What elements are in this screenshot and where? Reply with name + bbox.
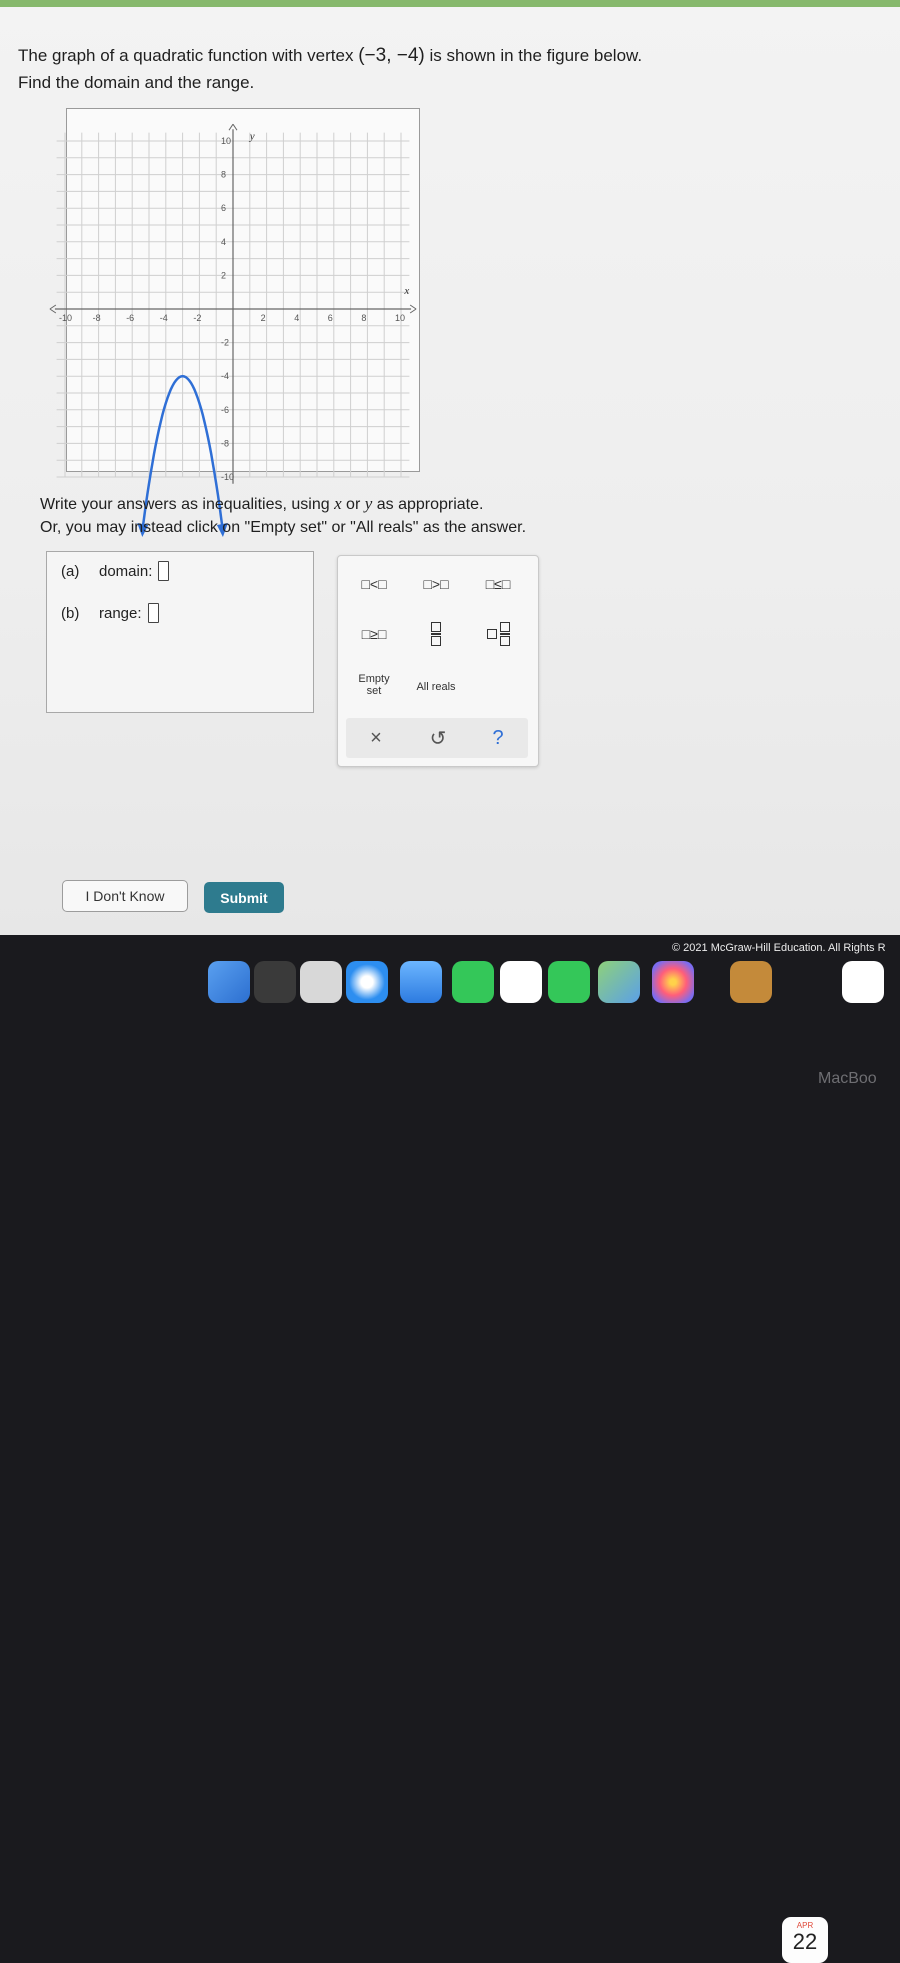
laptop-brand-label: MacBoo — [818, 1070, 877, 1087]
top-accent-bar — [0, 0, 900, 7]
y-tick-label: 2 — [221, 270, 227, 281]
palette-footer — [346, 718, 528, 758]
y-axis-label: y — [249, 130, 255, 143]
question-line1-suffix: is shown in the figure below. — [424, 46, 643, 65]
x-tick-label: 2 — [260, 313, 266, 323]
instructions-var-x: x — [334, 494, 342, 513]
x-tick-label: 8 — [361, 313, 367, 323]
instructions-text — [40, 492, 740, 539]
greater-than-button[interactable]: □>□ — [423, 576, 449, 592]
empty-set-button[interactable] — [346, 670, 402, 700]
parabola-graph — [59, 109, 419, 482]
x-tick-label: 10 — [395, 313, 406, 323]
range-input[interactable] — [148, 603, 159, 623]
less-than-button[interactable]: □<□ — [361, 576, 387, 592]
calendar-month: APR — [796, 1921, 814, 1930]
submit-button[interactable]: Submit — [204, 882, 284, 913]
question-text — [18, 42, 878, 96]
mixed-number-whole-icon — [487, 629, 497, 639]
all-reals-button[interactable]: All reals — [416, 681, 456, 693]
domain-input[interactable] — [158, 561, 169, 581]
x-axis-label: x — [404, 284, 410, 297]
x-tick-label: 6 — [327, 313, 333, 323]
y-tick-label: -10 — [221, 472, 235, 482]
y-tick-label: 6 — [221, 203, 227, 214]
copyright-text: © 2021 McGraw-Hill Education. All Rights R — [672, 942, 886, 954]
notes-icon[interactable] — [500, 961, 542, 1003]
question-vertex: (−3, −4) — [358, 45, 425, 66]
y-tick-label: 10 — [221, 136, 232, 146]
dont-know-button[interactable]: I Don't Know — [62, 880, 188, 912]
question-line1-prefix: The graph of a quadratic function with vertex — [18, 46, 359, 65]
x-tick-label: -4 — [159, 313, 168, 323]
graph-panel[interactable] — [59, 108, 420, 482]
facetime-icon[interactable] — [452, 961, 494, 1003]
photos-icon[interactable] — [652, 961, 694, 1003]
y-tick-label: 4 — [221, 236, 227, 247]
y-tick-label: -4 — [221, 371, 230, 382]
domain-row — [61, 561, 169, 581]
mixed-number-button[interactable] — [470, 618, 526, 650]
x-tick-label: -10 — [59, 313, 73, 323]
instructions-var-y: y — [364, 494, 373, 513]
undo-button[interactable]: ↺ — [429, 727, 447, 750]
domain-tag: (a) — [61, 562, 80, 580]
instructions-line2: Or, you may instead click on "Empty set" or "All reals" as the answer. — [40, 519, 527, 536]
calendar-icon[interactable] — [782, 1917, 828, 1963]
less-equal-button[interactable]: □≤□ — [485, 576, 511, 592]
mixed-number-fraction-icon — [500, 622, 510, 646]
x-tick-label: -8 — [92, 313, 101, 323]
reminders-icon[interactable] — [842, 961, 884, 1003]
clear-button[interactable]: × — [370, 726, 382, 749]
instructions-line1-prefix: Write your answers as inequalities, using — [40, 496, 335, 513]
mail-icon[interactable] — [400, 961, 442, 1003]
instructions-or: or — [341, 496, 365, 513]
x-tick-label: 4 — [294, 313, 300, 323]
greater-equal-button[interactable]: □≥□ — [361, 626, 387, 642]
empty-set-label-line2: set — [366, 685, 382, 697]
y-tick-label: -6 — [221, 404, 230, 415]
calendar-day: 22 — [792, 1929, 818, 1954]
answer-box — [46, 551, 314, 713]
question-line2: Find the domain and the range. — [18, 73, 255, 92]
help-button[interactable]: ? — [492, 726, 504, 749]
x-tick-label: -2 — [193, 313, 202, 323]
math-palette — [337, 555, 539, 767]
range-row — [61, 603, 159, 623]
launchpad-icon[interactable] — [254, 961, 296, 1003]
maps-icon[interactable] — [598, 961, 640, 1003]
empty-set-label-line1: Empty — [358, 673, 390, 685]
browser-screen — [0, 0, 900, 935]
domain-label: domain: — [99, 562, 153, 580]
contacts-icon[interactable] — [730, 961, 772, 1003]
finder-icon[interactable] — [208, 961, 250, 1003]
instructions-line1-suffix: as appropriate. — [372, 496, 484, 513]
safari-icon[interactable] — [346, 961, 388, 1003]
messages-icon[interactable] — [548, 961, 590, 1003]
x-tick-label: -6 — [126, 313, 135, 323]
y-tick-label: -8 — [221, 438, 230, 449]
y-tick-label: 8 — [221, 169, 227, 180]
y-tick-label: -2 — [221, 337, 230, 348]
range-tag: (b) — [61, 604, 80, 622]
fraction-icon — [431, 622, 441, 646]
screenshot-icon[interactable] — [300, 961, 342, 1003]
range-label: range: — [99, 604, 142, 622]
fraction-button[interactable] — [408, 618, 464, 650]
